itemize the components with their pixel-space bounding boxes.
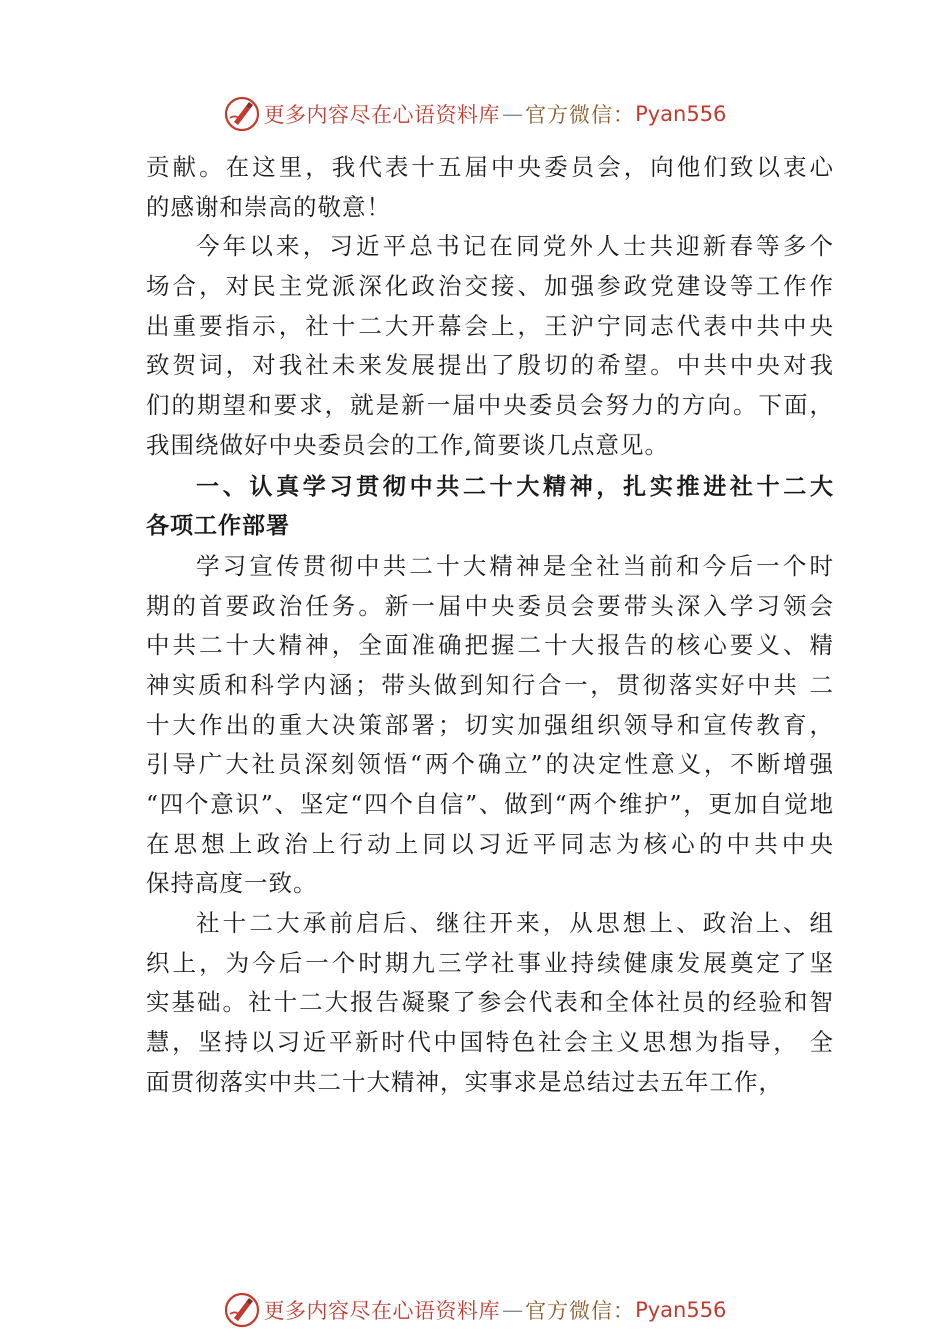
text-line: 神实质和科学内涵；带头做到知行合一，贯彻落实好中共 二 <box>146 670 834 699</box>
paragraph-3 <box>146 547 834 904</box>
text-line: 我围绕做好中央委员会的工作,简要谈几点意见。 <box>146 430 669 459</box>
pen-logo-icon <box>224 1292 260 1328</box>
text-line: 贡献。在这里，我代表十五届中央委员会，向他们致以衷心 <box>146 153 834 181</box>
paragraph-4 <box>146 904 834 1102</box>
paragraph-2 <box>146 227 834 465</box>
text-line: 今年以来，习近平总书记在同党外人士共迎新春等多个 <box>196 232 834 261</box>
header-banner <box>0 94 950 134</box>
text-line: 保持高度一致。 <box>146 869 318 898</box>
footer-banner <box>0 1290 950 1330</box>
text-line: 中共二十大精神，全面准确把握二十大报告的核心要义、精 <box>146 631 834 660</box>
heading-line: 各项工作部署 <box>146 513 290 540</box>
text-line: “四个意识”、坚定“四个自信”、做到“两个维护”，更加自觉地 <box>146 790 834 818</box>
banner-wechat-label: 官方微信： <box>525 1299 636 1323</box>
text-line: 引导广大社员深刻领悟“两个确立”的决定性意义，不断增强 <box>146 750 834 779</box>
paragraph-1 <box>146 148 834 227</box>
text-line: 十大作出的重大决策部署；切实加强组织领导和宣传教育， <box>146 710 834 739</box>
banner-wechat-id: Pyan556 <box>635 102 727 126</box>
text-line: 出重要指示，社十二大开幕会上，王沪宁同志代表中共中央 <box>146 311 834 340</box>
text-line: 面贯彻落实中共二十大精神，实事求是总结过去五年工作， <box>146 1067 783 1096</box>
document-body <box>146 148 834 1103</box>
text-line: 慧，坚持以习近平新时代中国特色社会主义思想为指导， 全 <box>146 1028 834 1057</box>
text-line: 的感谢和崇高的敬意！ <box>146 192 391 221</box>
text-line: 实基础。社十二大报告凝聚了参会代表和全体社员的经验和智 <box>146 988 834 1017</box>
section-heading <box>146 468 834 547</box>
text-line: 们的期望和要求，就是新一届中央委员会努力的方向。下面， <box>146 391 834 420</box>
banner-title: 更多内容尽在心语资料库 <box>263 103 501 127</box>
text-line: 期的首要政治任务。新一届中央委员会要带头深入学习领会 <box>146 591 834 620</box>
text-line: 在思想上政治上行动上同以习近平同志为核心的中共中央 <box>146 829 834 858</box>
text-line: 学习宣传贯彻中共二十大精神是全社当前和今后一个时 <box>196 551 834 580</box>
text-line: 社十二大承前启后、继往开来，从思想上、政治上、组 <box>196 909 834 938</box>
text-line: 织上，为今后一个时期九三学社事业持续健康发展奠定了坚 <box>146 948 834 977</box>
banner-wechat-id: Pyan556 <box>635 1298 727 1322</box>
banner-dash: — <box>502 102 524 126</box>
banner-dash: — <box>502 1298 524 1322</box>
heading-line: 一、认真学习贯彻中共二十大精神，扎实推进社十二大 <box>196 473 834 500</box>
text-line: 场合，对民主党派深化政治交接、加强参政党建设等工作作 <box>146 272 834 301</box>
pen-logo-icon <box>224 96 260 132</box>
banner-wechat-label: 官方微信： <box>525 103 636 127</box>
banner-title: 更多内容尽在心语资料库 <box>263 1299 501 1323</box>
text-line: 致贺词，对我社未来发展提出了殷切的希望。中共中央对我 <box>146 351 834 380</box>
